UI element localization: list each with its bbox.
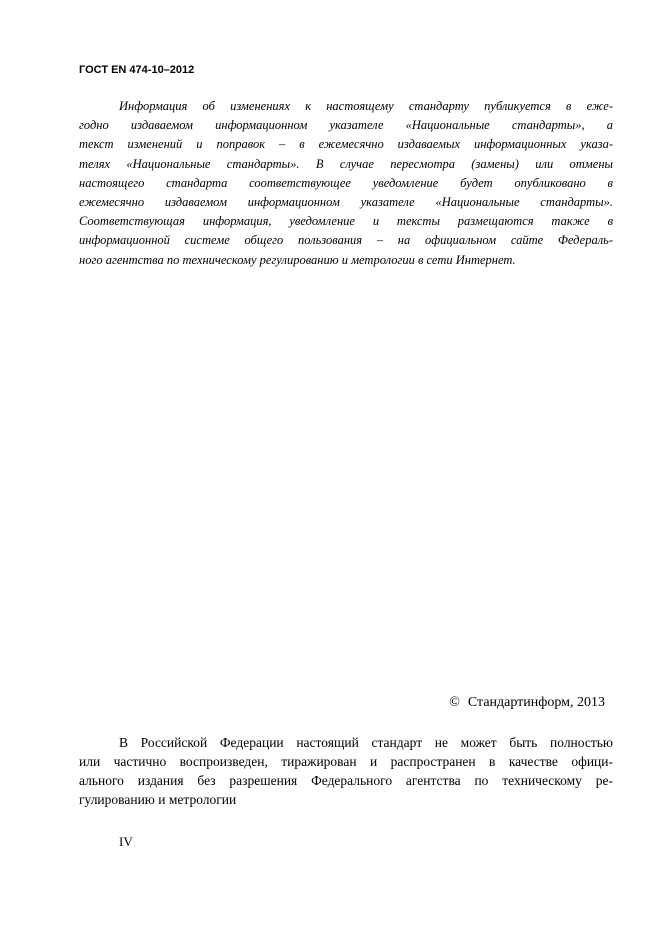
- rights-notice-paragraph: [79, 733, 613, 809]
- copyright-icon: ©: [449, 695, 460, 710]
- info-notice-paragraph: [79, 97, 613, 270]
- rights-notice-line: В Российской Федерации настоящий стандарт не может быть полностью: [119, 735, 613, 750]
- rights-notice-line: или частично воспроизведен, тиражирован и распространен в качестве офици-: [79, 754, 613, 769]
- info-notice-line: ежемесячно издаваемом информационном указателе «Национальные стандарты».: [79, 195, 613, 210]
- copyright-text: Стандартинформ, 2013: [467, 695, 605, 710]
- info-notice-line: Соответствующая информация, уведомление и тексты размещаются также в: [79, 214, 613, 229]
- info-notice-line: информационной системе общего пользования – на официальном сайте Федераль-: [79, 233, 613, 248]
- info-notice-line: годно издаваемом информационном указателе «Национальные стандарты», а: [79, 118, 613, 133]
- info-notice-line: ного агентства по техническому регулированию и метрологии в сети Интернет.: [79, 252, 516, 267]
- info-notice-line: телях «Национальные стандарты». В случае пересмотра (замены) или отмены: [79, 156, 613, 171]
- info-notice-line: Информация об изменениях к настоящему стандарту публикуется в еже-: [119, 99, 613, 113]
- info-notice-line: настоящего стандарта соответствующее уведомление будет опубликовано в: [79, 175, 613, 190]
- copyright-notice: [449, 694, 605, 712]
- page-number: IV: [119, 834, 133, 849]
- standard-code-header: ГОСТ EN 474-10–2012: [79, 64, 195, 76]
- rights-notice-line: ального издания без разрешения Федерального агентства по техническому ре-: [79, 773, 613, 788]
- info-notice-line: текст изменений и поправок – в ежемесячно издаваемых информационных указа-: [79, 137, 613, 152]
- rights-notice-line: гулированию и метрологии: [79, 792, 237, 807]
